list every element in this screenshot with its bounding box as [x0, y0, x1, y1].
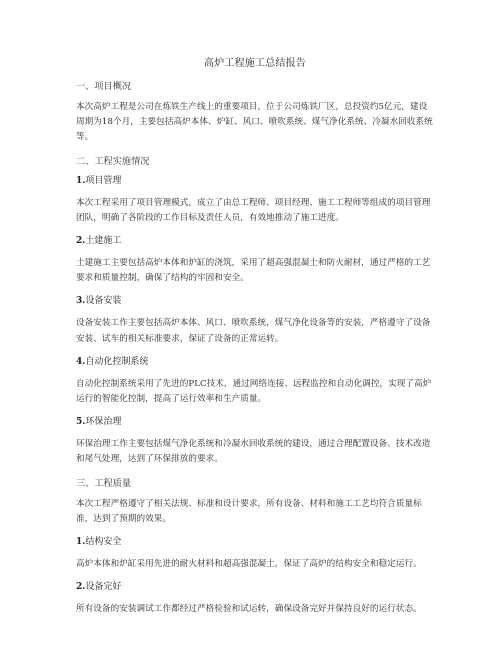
subsection-paragraph: 自动化控制系统采用了先进的PLC技术，通过网络连接、远程监控和自动化调控，实现了高炉运行的智能化控制，提高了运行效率和生产质量。 — [76, 378, 432, 405]
subsection-paragraph: 设备安装工作主要包括高炉本体、风口、喷吹系统，煤气净化设备等的安装，严格遵守了设备安装、试车的相关标准要求，保证了设备的正常运转。 — [76, 318, 431, 344]
subsection-title: 结构安全 — [85, 537, 122, 548]
subsection-number: 1. — [76, 537, 86, 548]
subsection-title: 项目管理 — [85, 175, 122, 186]
subsection-title: 设备完好 — [85, 582, 122, 593]
subsection-paragraph: 高炉本体和炉缸采用先进的耐火材料和超高强混凝土，保证了高炉的结构安全和稳定运行。 — [76, 559, 422, 570]
document-title: 高炉工程施工总结报告 — [204, 58, 306, 69]
subsection-heading — [76, 356, 434, 369]
subsection-title: 自动化控制系统 — [85, 356, 149, 367]
subsection-number: 3. — [76, 296, 86, 307]
subsection-heading — [76, 175, 434, 188]
subsection-paragraph: 土建施工主要包括高炉本体和炉缸的浇筑，采用了超高强混凝土和防火耐材，通过严格的工艺要求和质量控制，确保了结构的牢固和安全。 — [76, 258, 431, 284]
subsection-number: 4. — [76, 356, 86, 367]
section-paragraph-quality: 本次工程严格遵守了相关法规、标准和设计要求，所有设备、材料和施工工艺均符合质量标准，达到了预期的效果。 — [76, 498, 422, 524]
subsection-paragraph: 环保治理工作主要包括煤气净化系统和冷凝水回收系统的建设，通过合理配置设备、技术改造和尾气处理，达到了环保排放的要求。 — [76, 439, 431, 465]
subsection-number: 5. — [76, 417, 86, 428]
subsection-heading — [76, 416, 434, 429]
subsection-paragraph: 所有设备的安装调试工作都经过严格检验和试运转，确保设备完好并保持良好的运行状态。 — [76, 604, 422, 615]
subsection-number: 2. — [76, 236, 86, 247]
subsection-heading — [76, 295, 434, 308]
subsection-heading — [76, 235, 434, 248]
section-heading-quality: 三、工程质量 — [76, 477, 132, 489]
section-heading-implementation: 二、工程实施情况 — [76, 155, 150, 167]
subsection-title: 设备安装 — [85, 296, 122, 307]
subsection-heading — [76, 536, 434, 549]
document-body — [76, 57, 434, 626]
subsection-paragraph: 本次工程采用了项目管理模式，成立了由总工程师、项目经理、施工工程师等组成的项目管理团队，明确了各阶段的工作目标及责任人员，有效地推动了施工进度。 — [76, 197, 431, 223]
subsection-title: 土建施工 — [85, 236, 122, 247]
subsection-number: 2. — [76, 582, 86, 593]
subsection-title: 环保治理 — [85, 417, 122, 428]
subsection-heading — [76, 581, 434, 594]
section-paragraph-overview: 本次高炉工程是公司在炼铁生产线上的重要项目，位于公司炼铁厂区，总投资约5亿元，建设周期为18个月，主要包括高炉本体、炉缸、风口、喷吹系统、煤气净化系统、冷凝水回收系统等。 — [76, 102, 433, 143]
subsection-number: 1. — [76, 175, 86, 186]
section-heading-overview: 一、项目概况 — [76, 81, 132, 92]
